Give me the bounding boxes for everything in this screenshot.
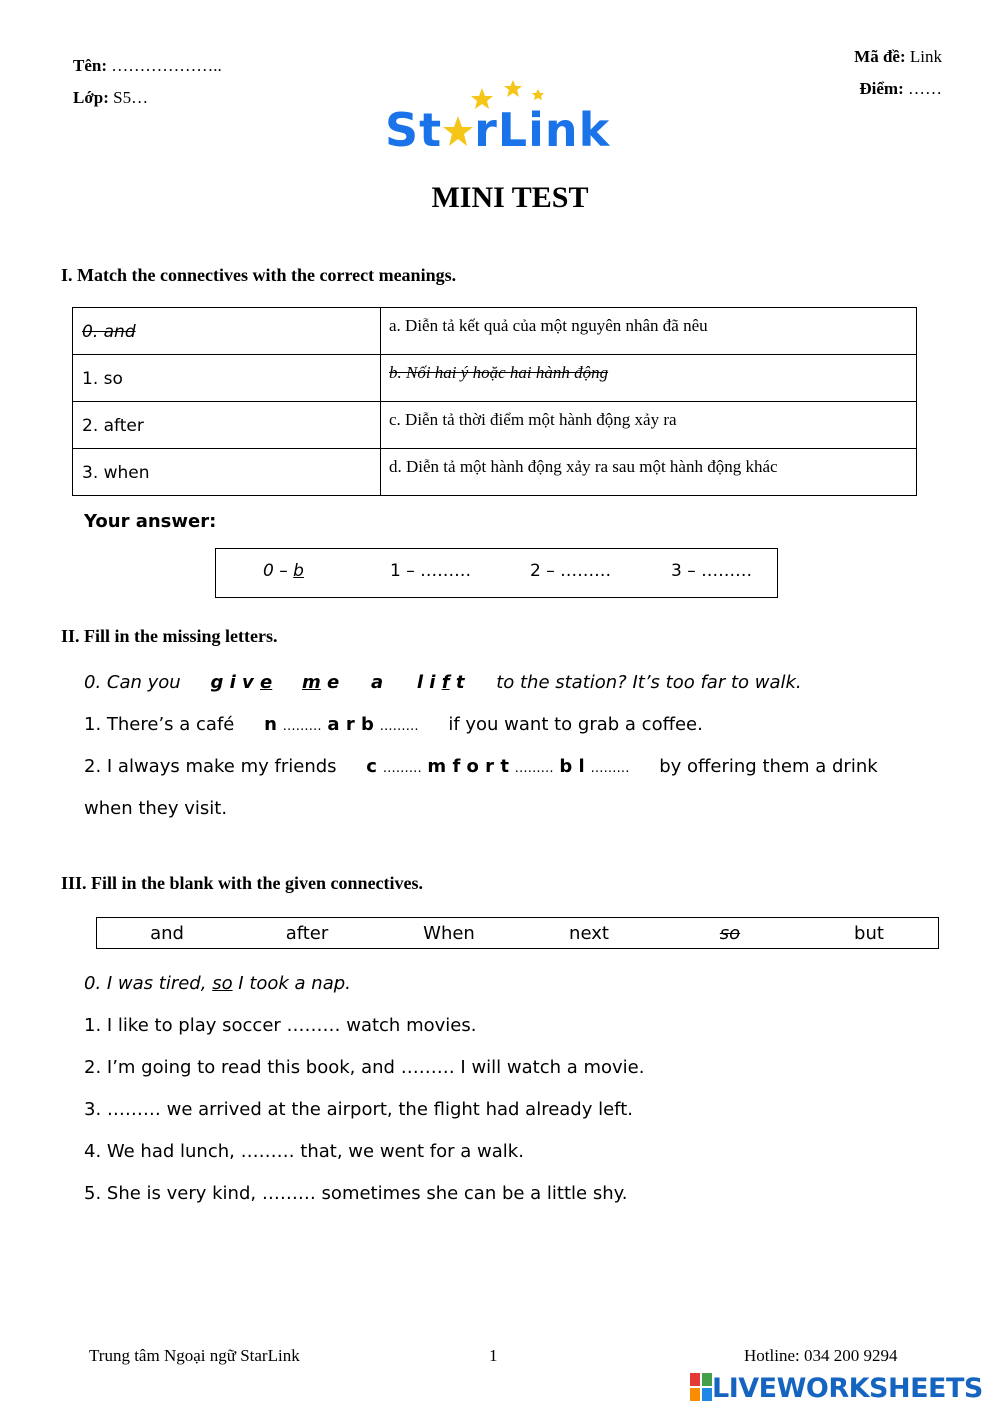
name-value: ……………….. [111, 56, 222, 75]
code-value: Link [909, 47, 942, 66]
answer-1-input[interactable]: 1 – ……… [390, 561, 472, 581]
logo-star-icon [442, 115, 474, 149]
word-bank-item: and [150, 923, 184, 944]
table-row [73, 449, 917, 496]
class-value: S5… [113, 88, 149, 107]
blank-input[interactable]: ……… [514, 761, 554, 776]
word-bank-item: but [854, 923, 884, 944]
logo-text-start: St [385, 103, 443, 157]
example-sentence: 0. Can you g i v e m e a l i f t to the station? It’s too far to walk. [84, 672, 802, 693]
watermark-text: LIVEWORKSHEETS [712, 1373, 983, 1404]
word-bank [96, 917, 939, 949]
starlink-logo [385, 80, 635, 160]
score-field [859, 79, 942, 99]
class-label: Lớp: [73, 88, 109, 107]
blank-input[interactable]: ……… [382, 761, 422, 776]
page-title: MINI TEST [431, 181, 589, 214]
class-field [73, 88, 148, 108]
match-table [72, 307, 917, 496]
question-3-1: 1. I like to play soccer ……… watch movies. [84, 1015, 477, 1036]
connective-cell: 2. after [73, 402, 381, 449]
meaning-cell: a. Diễn tả kết quả của một nguyên nhân đã nêu [381, 308, 917, 355]
section1-heading: I. Match the connectives with the correct meanings. [61, 265, 457, 285]
name-field [73, 56, 222, 76]
question-3-3: 3. ……… we arrived at the airport, the flight had already left. [84, 1099, 633, 1120]
meaning-cell: d. Diễn tả một hành động xảy ra sau một hành động khác [381, 449, 917, 496]
answer-box [215, 548, 778, 598]
your-answer-label: Your answer: [84, 511, 217, 532]
word-bank-item: When [423, 923, 475, 944]
page-number: 1 [489, 1346, 498, 1365]
table-row [73, 402, 917, 449]
liveworksheets-logo-icon [690, 1373, 712, 1401]
meaning-cell: c. Diễn tả thời điểm một hành động xảy ra [381, 402, 917, 449]
section3-heading: III. Fill in the blank with the given connectives. [61, 873, 424, 893]
liveworksheets-watermark [690, 1373, 983, 1407]
blank-input[interactable]: ……… [590, 761, 630, 776]
score-label: Điểm: [859, 79, 904, 98]
example-sentence-3: 0. I was tired, so I took a nap. [84, 973, 351, 994]
table-row [73, 355, 917, 402]
question-3-2: 2. I’m going to read this book, and ……… I will watch a movie. [84, 1057, 645, 1078]
question-3-5: 5. She is very kind, ……… sometimes she can be a little shy. [84, 1183, 628, 1204]
connective-cell: 1. so [73, 355, 381, 402]
word-bank-item: next [569, 923, 609, 944]
answer-3-input[interactable]: 3 – ……… [671, 561, 753, 581]
name-label: Tên: [73, 56, 107, 75]
table-row [73, 308, 917, 355]
blank-input[interactable]: ……… [282, 719, 322, 734]
code-field [854, 47, 942, 67]
score-value: …… [908, 79, 942, 98]
connective-cell: 3. when [73, 449, 381, 496]
section2-heading: II. Fill in the missing letters. [61, 626, 278, 646]
blank-input[interactable]: ……… [379, 719, 419, 734]
footer-center-name: Trung tâm Ngoại ngữ StarLink [89, 1346, 300, 1365]
answer-0: 0 – b [263, 561, 304, 581]
question-2-2-cont: when they visit. [84, 798, 228, 819]
footer-hotline: Hotline: 034 200 9294 [744, 1346, 898, 1365]
code-label: Mã đề: [854, 47, 906, 66]
question-2-2: 2. I always make my friends c ……… m f o r t ……… b l ……… by offering them a drink [84, 756, 878, 777]
meaning-cell: b. Nối hai ý hoặc hai hành động [381, 355, 917, 402]
word-bank-item: so [719, 923, 741, 944]
connective-cell: 0. and [73, 308, 381, 355]
question-3-4: 4. We had lunch, ……… that, we went for a walk. [84, 1141, 524, 1162]
logo-text-end: rLink [474, 103, 611, 157]
question-2-1: 1. There’s a café n ……… a r b ……… if you want to grab a coffee. [84, 714, 703, 735]
answer-2-input[interactable]: 2 – ……… [530, 561, 612, 581]
word-bank-item: after [285, 923, 329, 944]
